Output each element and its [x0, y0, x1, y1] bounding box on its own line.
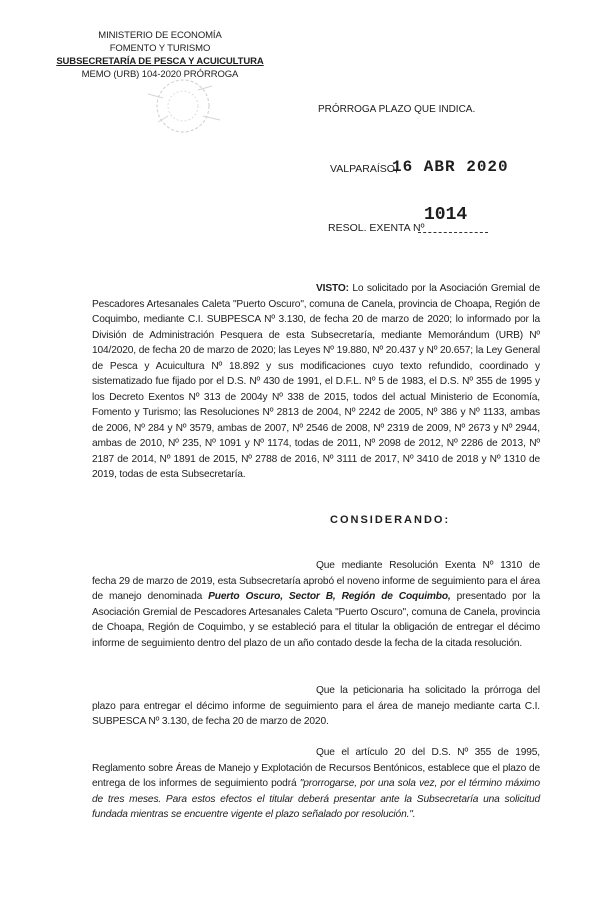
visto-paragraph	[92, 281, 540, 483]
ministry-sub: FOMENTO Y TURISMO	[109, 43, 211, 54]
resolution-underline	[418, 232, 488, 233]
subsecretaria-name: SUBSECRETARÍA DE PESCA Y ACUICULTURA	[56, 56, 264, 67]
ministry-name: MINISTERIO DE ECONOMÍA	[98, 30, 222, 41]
place-label: VALPARAÍSO,	[330, 163, 398, 175]
c3-quote: "prorrogarse, por una sola vez, por el término máximo de tres meses. Para estos efectos el titular deberá presentar ante la Subsecretaría una solicitud fundada mientras se encuentre vigente el plazo señalado por resolución.".	[92, 778, 540, 820]
c1-text-c: presentado por la Asociación Gremial de Pescadores Artesanales Caleta "Puerto Oscuro", comuna de Canela, provincia de Choapa, Región de Coquimbo, y se estableció para el titular la obligación de entregar el décimo informe de seguimiento dentro del plazo de un año contado desde la fecha de la citada resolución.	[92, 591, 540, 649]
date-stamp: 16 ABR 2020	[392, 158, 509, 176]
c1-area-name: Puerto Oscuro, Sector B, Región de Coquimbo,	[208, 591, 451, 602]
considerando-3	[92, 745, 540, 823]
visto-text: Lo solicitado por la Asociación Gremial de Pescadores Artesanales Caleta "Puerto Oscuro", comuna de Canela, provincia de Choapa, Región de Coquimbo, mediante C.I. SUBPESCA Nº 3.130, de fecha 20 de marzo de 2020; lo informado por la División de Administración Pesquera de esta Subsecretaría, mediante Memorándum (URB) Nº 104/2020, de fecha 20 de marzo de 2020; las Leyes Nº 19.880, Nº 20.437 y Nº 20.657; la Ley General de Pesca y Acuicultura Nº 18.892 y sus modificaciones cuyo texto refundido, coordinado y sistematizado fue fijado por el D.S. Nº 430 de 1991, el D.F.L. Nº 5 de 1983, el D.S. Nº 355 de 1995 y los Decreto Exentos Nº 313 de 2004y Nº 338 de 2015, todos del actual Ministerio de Economía, Fomento y Turismo; las Resoluciones Nº 2813 de 2004, Nº 2242 de 2005, Nº 386 y Nº 1133, ambas de 2006, Nº 284 y Nº 3579, ambas de 2007, Nº 2546 de 2008, Nº 2319 de 2009, Nº 2673 y Nº 2944, ambas de 2010, Nº 235, Nº 1091 y Nº 1174, todas de 2011, Nº 2098 de 2012, Nº 2286 de 2013, Nº 2187 de 2014, Nº 1891 de 2015, Nº 2788 de 2016, Nº 3111 de 2017, Nº 3410 de 2018 y Nº 1310 de 2019, todas de esta Subsecretaría.	[92, 283, 540, 480]
visto-label: VISTO:	[316, 283, 349, 294]
resolution-label: RESOL. EXENTA Nº	[328, 222, 425, 234]
c3-text-a: Que el artículo 20 del D.S. Nº 355 de 1995, Reglamento sobre Áreas de Manejo y Explotación de Recursos Bentónicos, establece que el plazo de entrega de los informes de seguimiento podrá	[92, 747, 540, 789]
c2-text: Que la peticionaria ha solicitado la prórroga del plazo para entregar el décimo informe de seguimiento para el área de manejo mediante carta C.I. SUBPESCA Nº 3.130, de fecha 20 de marzo de 2020.	[92, 685, 540, 727]
c1-text-a: Que mediante Resolución Exenta Nº 1310 de fecha 29 de marzo de 2019, esta Subsecretaría aprobó el noveno informe de seguimiento para el área de manejo denominada	[92, 560, 540, 602]
considerando-heading: CONSIDERANDO:	[330, 514, 451, 526]
memo-reference: MEMO (URB) 104-2020 PRÓRROGA	[81, 69, 239, 80]
considerando-1	[92, 558, 540, 651]
document-subject: PRÓRROGA PLAZO QUE INDICA.	[318, 104, 476, 115]
seal-stamp-icon	[128, 76, 238, 136]
resolution-number: 1014	[424, 205, 468, 225]
considerando-2	[92, 683, 540, 730]
